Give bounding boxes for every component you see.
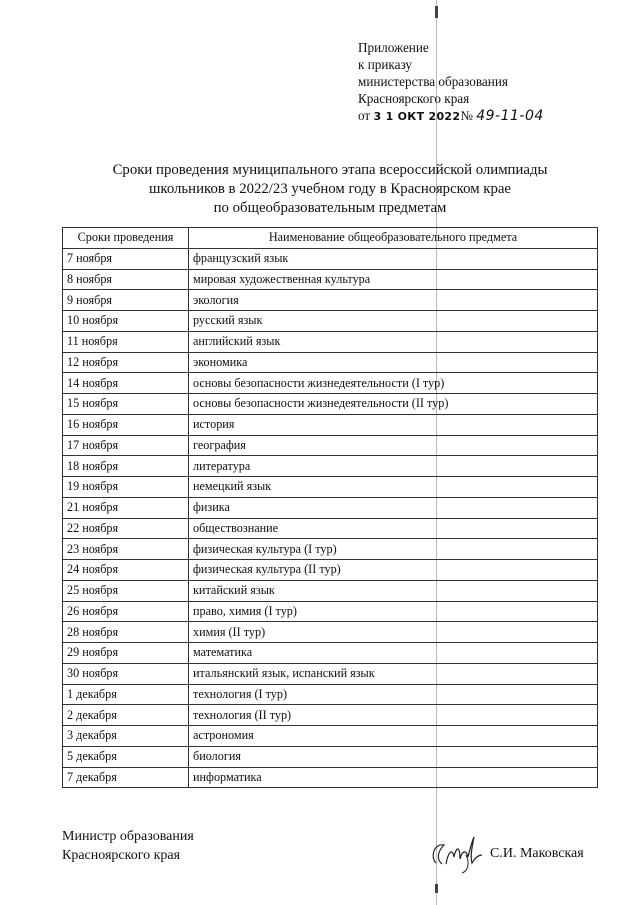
number-label: № bbox=[460, 108, 473, 123]
date-cell: 12 ноября bbox=[63, 352, 189, 373]
table-row bbox=[63, 331, 598, 352]
date-cell: 30 ноября bbox=[63, 663, 189, 684]
appendix-header bbox=[358, 39, 544, 125]
subject-cell: английский язык bbox=[189, 331, 598, 352]
subject-cell: русский язык bbox=[189, 311, 598, 332]
table-row bbox=[63, 684, 598, 705]
subject-cell: французский язык bbox=[189, 248, 598, 269]
title-line: Сроки проведения муниципального этапа всероссийской олимпиады bbox=[112, 162, 548, 178]
date-cell: 26 ноября bbox=[63, 601, 189, 622]
subject-cell: биология bbox=[189, 746, 598, 767]
subject-cell: итальянский язык, испанский язык bbox=[189, 663, 598, 684]
table-body bbox=[63, 248, 598, 788]
date-cell: 23 ноября bbox=[63, 539, 189, 560]
subject-cell: химия (II тур) bbox=[189, 622, 598, 643]
subject-cell: основы безопасности жизнедеятельности (I тур) bbox=[189, 373, 598, 394]
date-cell: 19 ноября bbox=[63, 477, 189, 498]
date-cell: 14 ноября bbox=[63, 373, 189, 394]
order-number: 49-11-04 bbox=[476, 108, 544, 124]
table-row bbox=[63, 622, 598, 643]
date-cell: 15 ноября bbox=[63, 394, 189, 415]
date-cell: 9 ноября bbox=[63, 290, 189, 311]
appendix-line: Красноярского края bbox=[358, 91, 470, 106]
fold-mark-top bbox=[435, 6, 438, 18]
subject-cell: мировая художественная культура bbox=[189, 269, 598, 290]
date-cell: 10 ноября bbox=[63, 311, 189, 332]
table-header-row bbox=[63, 228, 598, 249]
table-row bbox=[63, 560, 598, 581]
subject-cell: экономика bbox=[189, 352, 598, 373]
signer-name: С.И. Маковская bbox=[490, 846, 584, 861]
title-line: школьников в 2022/23 учебном году в Красноярском крае bbox=[149, 181, 511, 197]
order-date-stamp: 3 1 ОКТ 2022 bbox=[373, 110, 461, 123]
position-line: Красноярского края bbox=[62, 848, 181, 863]
table-row bbox=[63, 767, 598, 788]
date-cell: 18 ноября bbox=[63, 456, 189, 477]
appendix-line: к приказу bbox=[358, 57, 412, 72]
subject-cell: основы безопасности жизнедеятельности (II тур) bbox=[189, 394, 598, 415]
fold-mark-bottom bbox=[435, 884, 438, 893]
table-row bbox=[63, 705, 598, 726]
table-row bbox=[63, 726, 598, 747]
appendix-line: министерства образования bbox=[358, 74, 508, 89]
subject-cell: обществознание bbox=[189, 518, 598, 539]
table-row bbox=[63, 373, 598, 394]
subject-cell: математика bbox=[189, 643, 598, 664]
subject-cell: экология bbox=[189, 290, 598, 311]
date-cell: 11 ноября bbox=[63, 331, 189, 352]
subject-cell: физическая культура (II тур) bbox=[189, 560, 598, 581]
date-cell: 2 декабря bbox=[63, 705, 189, 726]
table-row bbox=[63, 601, 598, 622]
subject-cell: история bbox=[189, 414, 598, 435]
subject-cell: физическая культура (I тур) bbox=[189, 539, 598, 560]
subject-cell: китайский язык bbox=[189, 580, 598, 601]
table-row bbox=[63, 643, 598, 664]
date-cell: 16 ноября bbox=[63, 414, 189, 435]
subject-cell: информатика bbox=[189, 767, 598, 788]
from-label: от bbox=[358, 108, 371, 123]
date-cell: 7 декабря bbox=[63, 767, 189, 788]
date-cell: 5 декабря bbox=[63, 746, 189, 767]
appendix-line: Приложение bbox=[358, 40, 429, 55]
table-row bbox=[63, 290, 598, 311]
table-row bbox=[63, 456, 598, 477]
position-line: Министр образования bbox=[62, 829, 194, 844]
table-row bbox=[63, 518, 598, 539]
table-row bbox=[63, 248, 598, 269]
date-cell: 29 ноября bbox=[63, 643, 189, 664]
subject-cell: технология (I тур) bbox=[189, 684, 598, 705]
date-cell: 22 ноября bbox=[63, 518, 189, 539]
table-row bbox=[63, 663, 598, 684]
table-row bbox=[63, 477, 598, 498]
table-row bbox=[63, 311, 598, 332]
column-header-dates: Сроки проведения bbox=[63, 228, 189, 249]
subject-cell: география bbox=[189, 435, 598, 456]
table-row bbox=[63, 539, 598, 560]
date-cell: 1 декабря bbox=[63, 684, 189, 705]
date-cell: 7 ноября bbox=[63, 248, 189, 269]
handwritten-signature bbox=[426, 833, 490, 877]
table-row bbox=[63, 497, 598, 518]
date-cell: 24 ноября bbox=[63, 560, 189, 581]
date-cell: 21 ноября bbox=[63, 497, 189, 518]
table-row bbox=[63, 580, 598, 601]
column-header-subject: Наименование общеобразовательного предмета bbox=[189, 228, 598, 249]
subject-cell: немецкий язык bbox=[189, 477, 598, 498]
table-row bbox=[63, 394, 598, 415]
document-title bbox=[60, 161, 600, 218]
date-cell: 17 ноября bbox=[63, 435, 189, 456]
date-cell: 3 декабря bbox=[63, 726, 189, 747]
olympiad-schedule-table bbox=[62, 227, 598, 788]
subject-cell: технология (II тур) bbox=[189, 705, 598, 726]
subject-cell: литература bbox=[189, 456, 598, 477]
date-cell: 28 ноября bbox=[63, 622, 189, 643]
minister-position bbox=[62, 827, 194, 865]
title-line: по общеобразовательным предметам bbox=[213, 200, 447, 216]
subject-cell: физика bbox=[189, 497, 598, 518]
order-reference bbox=[358, 107, 544, 125]
date-cell: 8 ноября bbox=[63, 269, 189, 290]
subject-cell: астрономия bbox=[189, 726, 598, 747]
table-row bbox=[63, 746, 598, 767]
table-row bbox=[63, 352, 598, 373]
table-row bbox=[63, 414, 598, 435]
table-row bbox=[63, 435, 598, 456]
table-row bbox=[63, 269, 598, 290]
date-cell: 25 ноября bbox=[63, 580, 189, 601]
subject-cell: право, химия (I тур) bbox=[189, 601, 598, 622]
